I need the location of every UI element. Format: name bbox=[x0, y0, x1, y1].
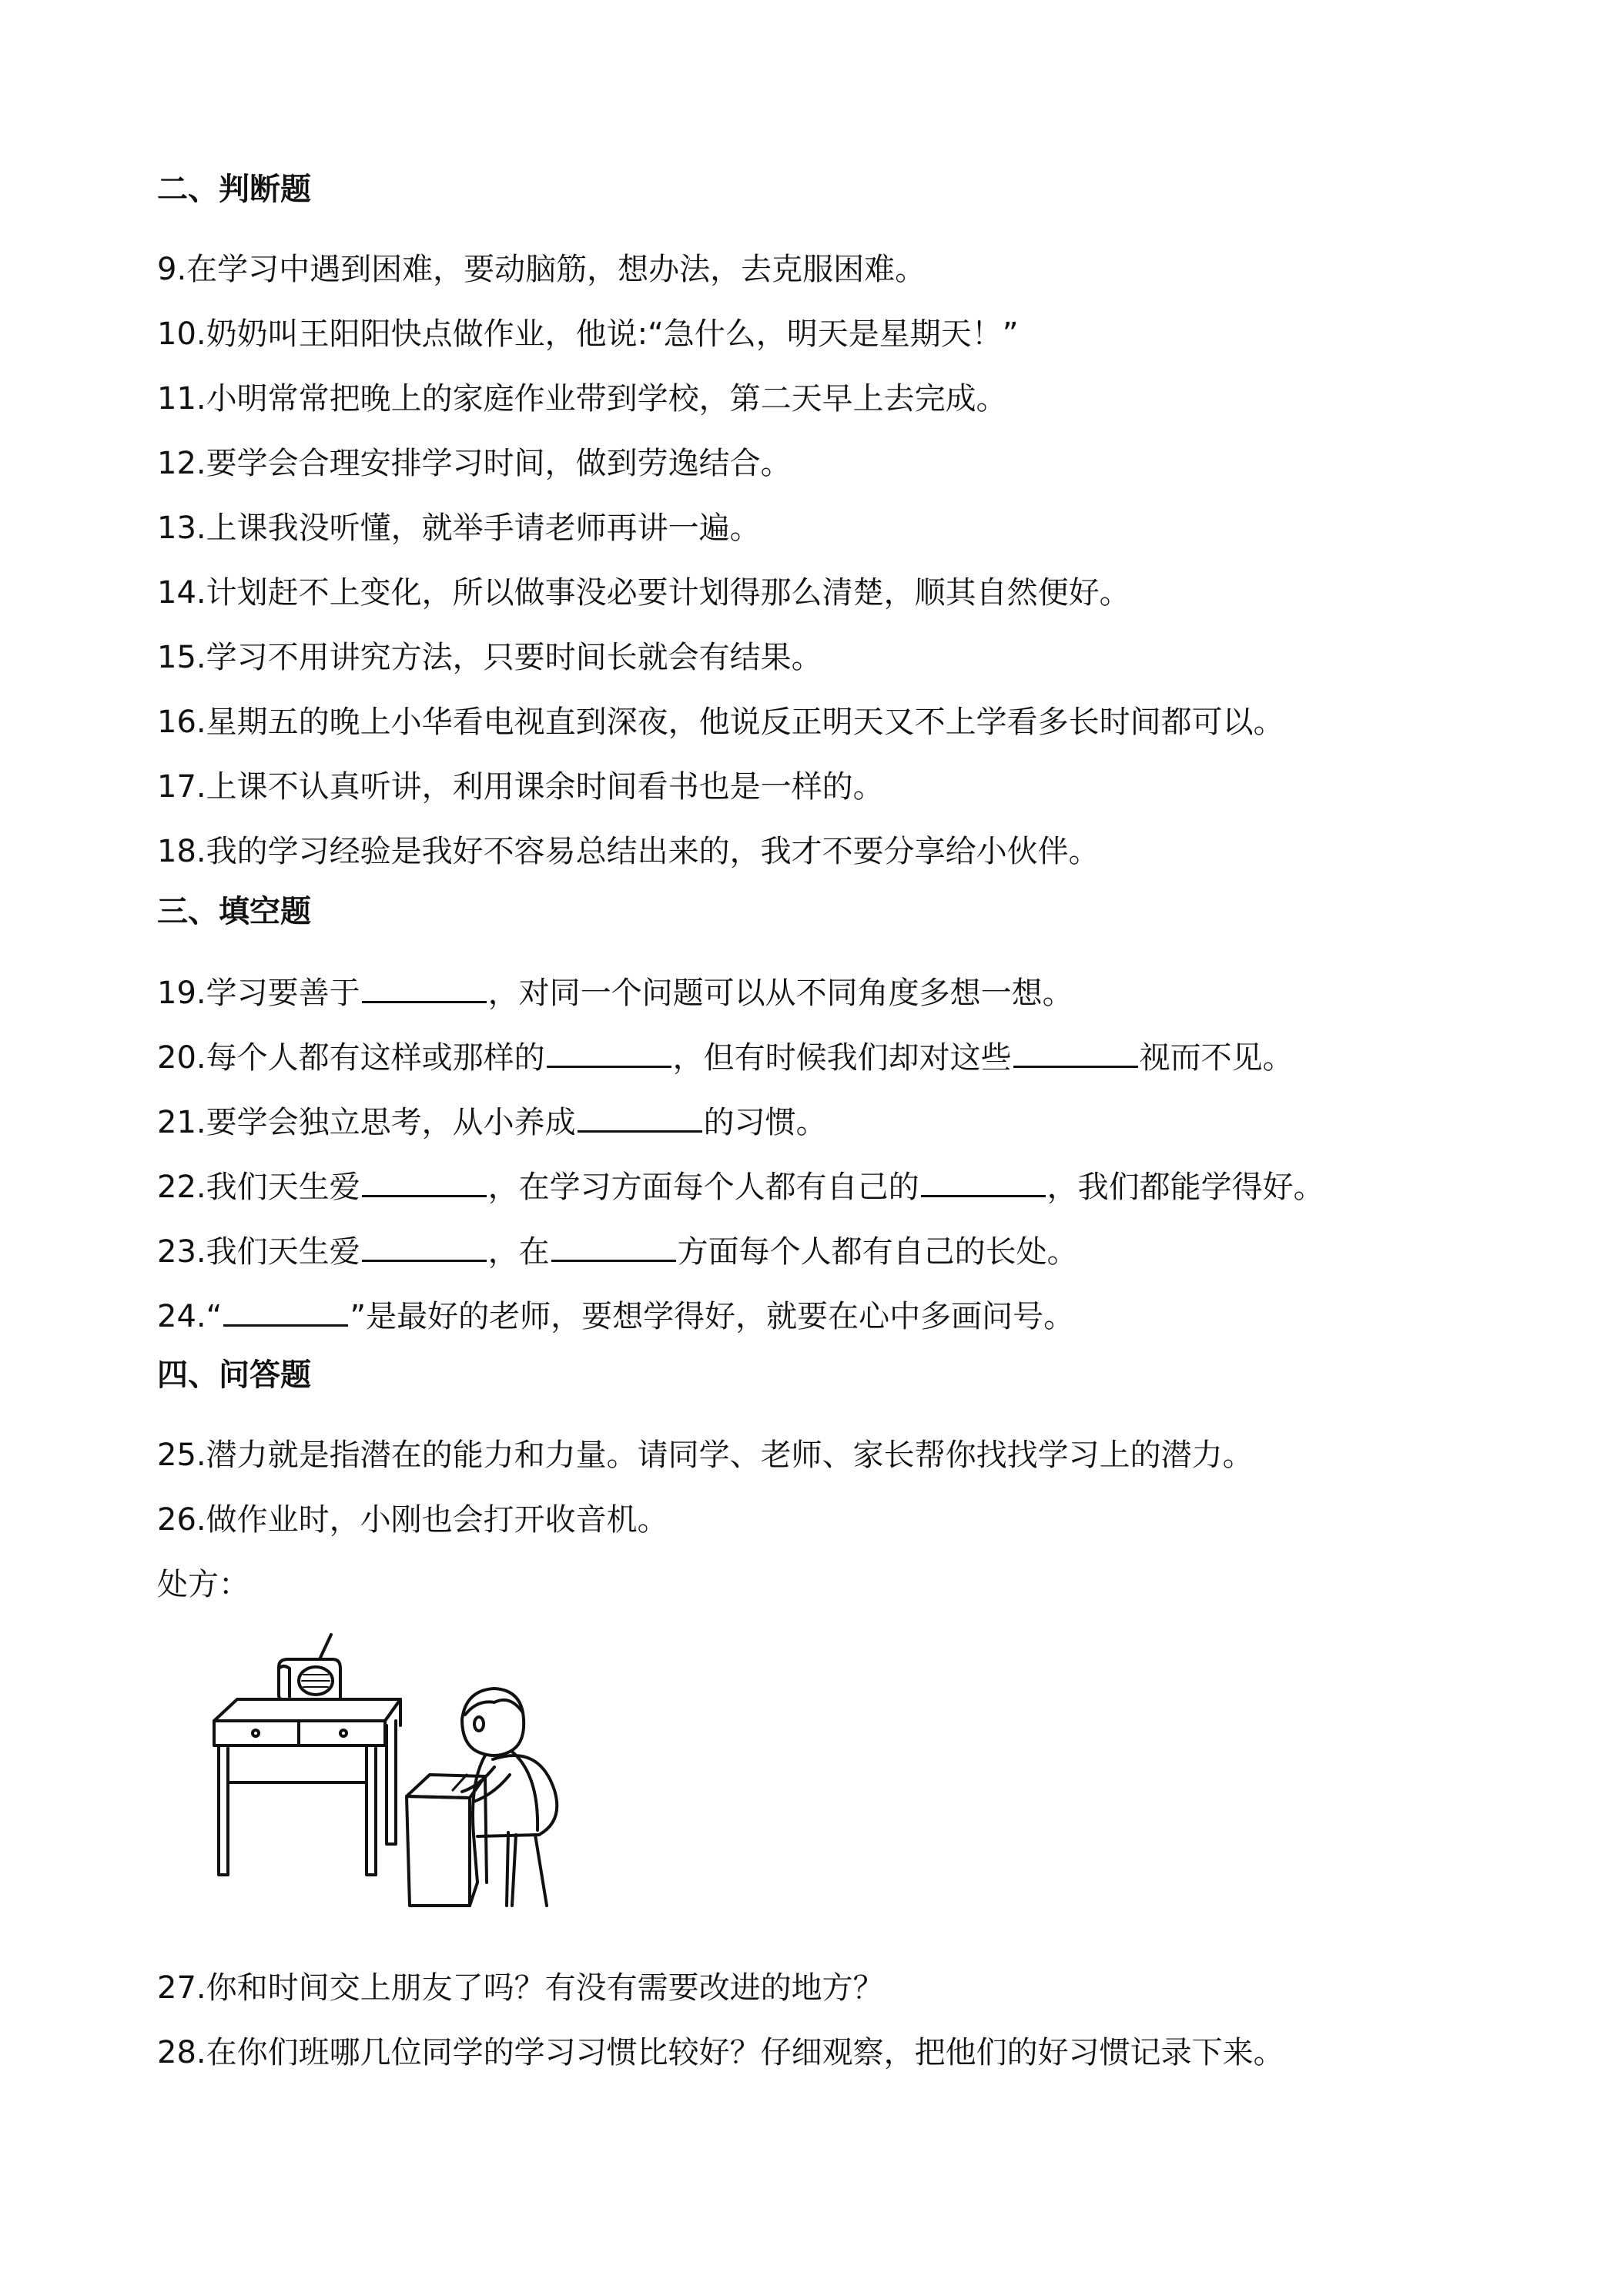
question-9: 9.在学习中遇到困难，要动脑筋，想办法，去克服困难。 bbox=[157, 252, 926, 287]
question-19 bbox=[157, 973, 1073, 1012]
question-28: 28.在你们班哪几位同学的学习习惯比较好？仔细观察，把他们的好习惯记录下来。 bbox=[157, 2035, 1284, 2070]
question-24 bbox=[157, 1297, 1074, 1335]
question-22 bbox=[157, 1167, 1324, 1206]
question-26: 26.做作业时，小刚也会打开收音机。 bbox=[157, 1502, 668, 1538]
boy-doing-homework-with-radio-illustration bbox=[208, 1628, 608, 1929]
question-22-text-a: 22.我们天生爱 bbox=[157, 1170, 360, 1205]
question-21 bbox=[157, 1103, 827, 1141]
question-19-text-a: 19.学习要善于 bbox=[157, 976, 360, 1011]
question-14: 14.计划赶不上变化，所以做事没必要计划得那么清楚，顺其自然便好。 bbox=[157, 575, 1130, 611]
question-25: 25.潜力就是指潜在的能力和力量。请同学、老师、家长帮你找找学习上的潜力。 bbox=[157, 1438, 1254, 1473]
question-20-text-c: 视而不见。 bbox=[1139, 1040, 1294, 1076]
question-17: 17.上课不认真听讲，利用课余时间看书也是一样的。 bbox=[157, 769, 884, 805]
answer-blank[interactable] bbox=[223, 1297, 348, 1327]
question-12: 12.要学会合理安排学习时间，做到劳逸结合。 bbox=[157, 446, 792, 481]
prescription-label: 处方： bbox=[157, 1567, 249, 1602]
section-heading-fill: 三、填空题 bbox=[157, 894, 311, 929]
question-22-text-b: ，在学习方面每个人都有自己的 bbox=[487, 1170, 919, 1205]
question-20-text-a: 20.每个人都有这样或那样的 bbox=[157, 1040, 545, 1076]
question-23 bbox=[157, 1232, 1078, 1270]
answer-blank[interactable] bbox=[547, 1038, 671, 1068]
question-15: 15.学习不用讲究方法，只要时间长就会有结果。 bbox=[157, 640, 822, 675]
section-heading-qa: 四、问答题 bbox=[157, 1357, 311, 1393]
answer-blank[interactable] bbox=[362, 1232, 487, 1262]
question-24-text-b: ”是最好的老师，要想学得好，就要在心中多画问号。 bbox=[350, 1299, 1075, 1334]
question-20 bbox=[157, 1038, 1294, 1076]
question-22-text-c: ，我们都能学得好。 bbox=[1046, 1170, 1324, 1205]
question-20-text-b: ，但有时候我们却对这些 bbox=[672, 1040, 1012, 1076]
answer-blank[interactable] bbox=[362, 1167, 487, 1197]
question-18: 18.我的学习经验是我好不容易总结出来的，我才不要分享给小伙伴。 bbox=[157, 834, 1100, 869]
question-16: 16.星期五的晚上小华看电视直到深夜，他说反正明天又不上学看多长时间都可以。 bbox=[157, 705, 1284, 740]
question-24-text-a: 24.“ bbox=[157, 1299, 223, 1334]
question-23-text-a: 23.我们天生爱 bbox=[157, 1234, 360, 1270]
question-23-text-c: 方面每个人都有自己的长处。 bbox=[677, 1234, 1078, 1270]
answer-blank[interactable] bbox=[1013, 1038, 1138, 1068]
section-heading-judge: 二、判断题 bbox=[157, 172, 311, 207]
question-21-text-b: 的习惯。 bbox=[703, 1105, 827, 1140]
question-13: 13.上课我没听懂，就举手请老师再讲一遍。 bbox=[157, 510, 761, 546]
question-23-text-b: ，在 bbox=[487, 1234, 550, 1270]
answer-blank[interactable] bbox=[921, 1167, 1046, 1197]
question-21-text-a: 21.要学会独立思考，从小养成 bbox=[157, 1105, 576, 1140]
question-10: 10.奶奶叫王阳阳快点做作业，他说:“急什么，明天是星期天！” bbox=[157, 316, 1019, 352]
answer-blank[interactable] bbox=[362, 973, 487, 1003]
question-27: 27.你和时间交上朋友了吗？有没有需要改进的地方？ bbox=[157, 1970, 884, 2006]
answer-blank[interactable] bbox=[551, 1232, 676, 1262]
question-19-text-b: ，对同一个问题可以从不同角度多想一想。 bbox=[487, 976, 1073, 1011]
answer-blank[interactable] bbox=[578, 1103, 702, 1133]
question-11: 11.小明常常把晚上的家庭作业带到学校，第二天早上去完成。 bbox=[157, 381, 1007, 417]
